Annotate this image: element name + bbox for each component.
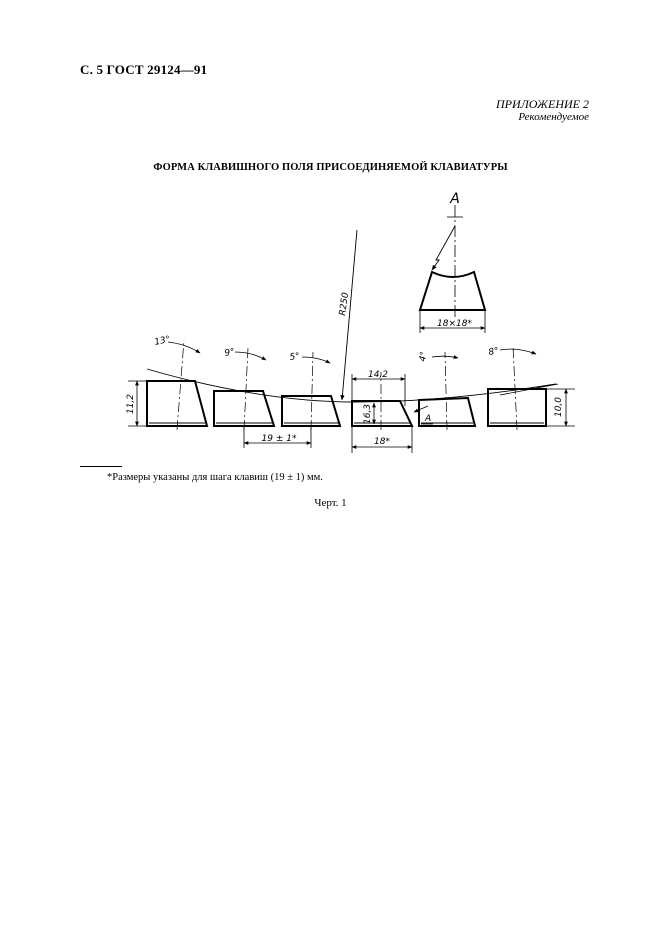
angle-5: 5° [289,351,301,363]
angle-arcs [168,342,536,363]
dim-key-height-label: 16,3 [363,403,373,425]
footnote-rule [80,466,122,467]
angle-8: 8° [487,346,500,358]
dim-pitch-label: 19 ± 1* [261,434,297,444]
section-arrow [414,406,428,412]
dim-right-height-label: 10,0 [554,396,564,418]
key-row [147,381,546,426]
view-letter: А [450,191,460,207]
key-2 [214,391,274,426]
section-mark: А [425,414,432,424]
figure-caption: Черт. 1 [314,497,347,509]
appendix-status: Рекомендуемое [518,111,589,123]
angle-13: 13° [153,334,172,348]
dim-key-width-label: 18* [374,437,390,447]
key-6 [488,389,546,426]
angle-4: 4° [418,350,430,363]
dim-key-top-label: 14,2 [367,370,389,380]
drawing-title: ФОРМА КЛАВИШНОГО ПОЛЯ ПРИСОЕДИНЯЕМОЙ КЛАВИАТУРЫ [153,162,508,173]
view-a-key [420,205,485,333]
angle-9: 9° [223,347,236,359]
dim-left-height-label: 11,2 [126,393,136,415]
key-4 [352,401,412,426]
footnote: *Размеры указаны для шага клавиш (19 ± 1) мм. [107,472,323,483]
key-size-label: 18×18* [437,319,472,329]
page-header: С. 5 ГОСТ 29124—91 [80,62,208,77]
arc-line [147,369,556,402]
key-1 [147,381,207,426]
radius-label: R250 [338,291,352,317]
appendix-number: ПРИЛОЖЕНИЕ 2 [496,97,589,111]
